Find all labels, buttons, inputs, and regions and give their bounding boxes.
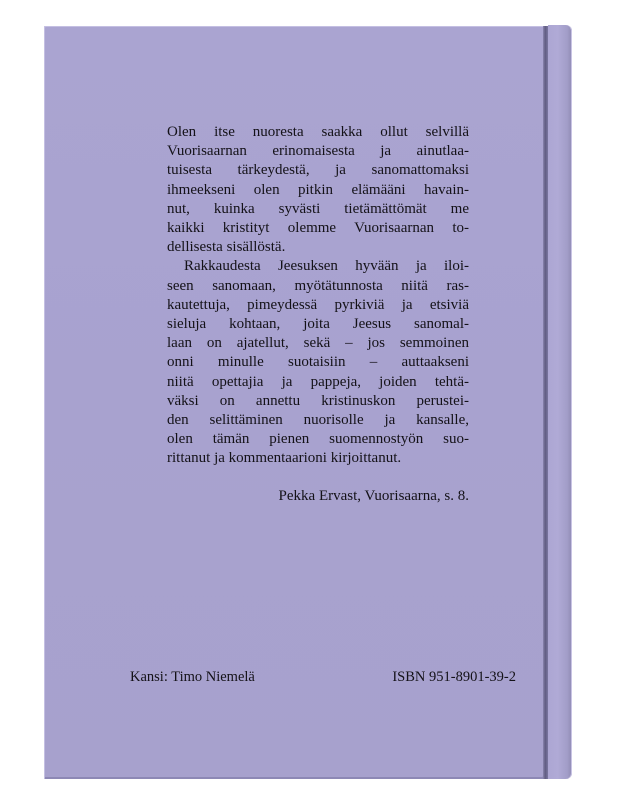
text-line: laan on ajatellut, sekä – jos semmoinen — [167, 335, 469, 352]
text-line: Rakkaudesta Jeesuksen hyvään ja iloi- — [184, 258, 469, 275]
text-line: olen tämän pienen suomennostyön suo- — [167, 431, 469, 448]
cover-designer-credit: Kansi: Timo Niemelä — [130, 669, 255, 685]
quote-paragraph-1 — [167, 123, 469, 257]
text-line: kautettuja, pimeydessä pyrkiviä ja etsiviä — [167, 296, 469, 313]
text-line: nut, kuinka syvästi tietämättömät me — [167, 200, 469, 217]
book — [44, 26, 572, 779]
isbn: ISBN 951-8901-39-2 — [392, 669, 516, 685]
cover-footer — [130, 669, 516, 686]
book-spine — [548, 25, 572, 779]
quote-attribution: Pekka Ervast, Vuorisaarna, s. 8. — [278, 487, 469, 504]
text-line: den selittäminen nuorisolle ja kansalle, — [167, 412, 469, 429]
text-line: ihmeekseni olen pitkin elämääni havain- — [167, 181, 469, 198]
text-line: niitä opettajia ja pappeja, joiden tehtä- — [167, 373, 469, 390]
text-line: Olen itse nuoresta saakka ollut selvillä — [167, 124, 469, 140]
text-line: kaikki kristityt olemme Vuorisaarnan to- — [167, 220, 469, 237]
text-line: seen sanomaan, myötätunnosta niitä ras- — [167, 277, 469, 294]
text-line: Vuorisaarnan erinomaisesta ja ainutlaa- — [167, 143, 469, 160]
text-line: dellisesta sisällöstä. — [167, 239, 286, 256]
text-line: onni minulle suotaisiin – auttaakseni — [167, 354, 469, 371]
text-line: sieluja kohtaan, joita Jeesus sanomal- — [167, 316, 469, 333]
quote-paragraph-2 — [167, 257, 469, 468]
text-line: väksi on annettu kristinuskon perustei- — [167, 392, 469, 409]
quote-block — [167, 123, 469, 506]
text-line: rittanut ja kommentaarioni kirjoittanut. — [167, 450, 402, 467]
text-line: tuisesta tärkeydestä, ja sanomattomaksi — [167, 162, 469, 179]
